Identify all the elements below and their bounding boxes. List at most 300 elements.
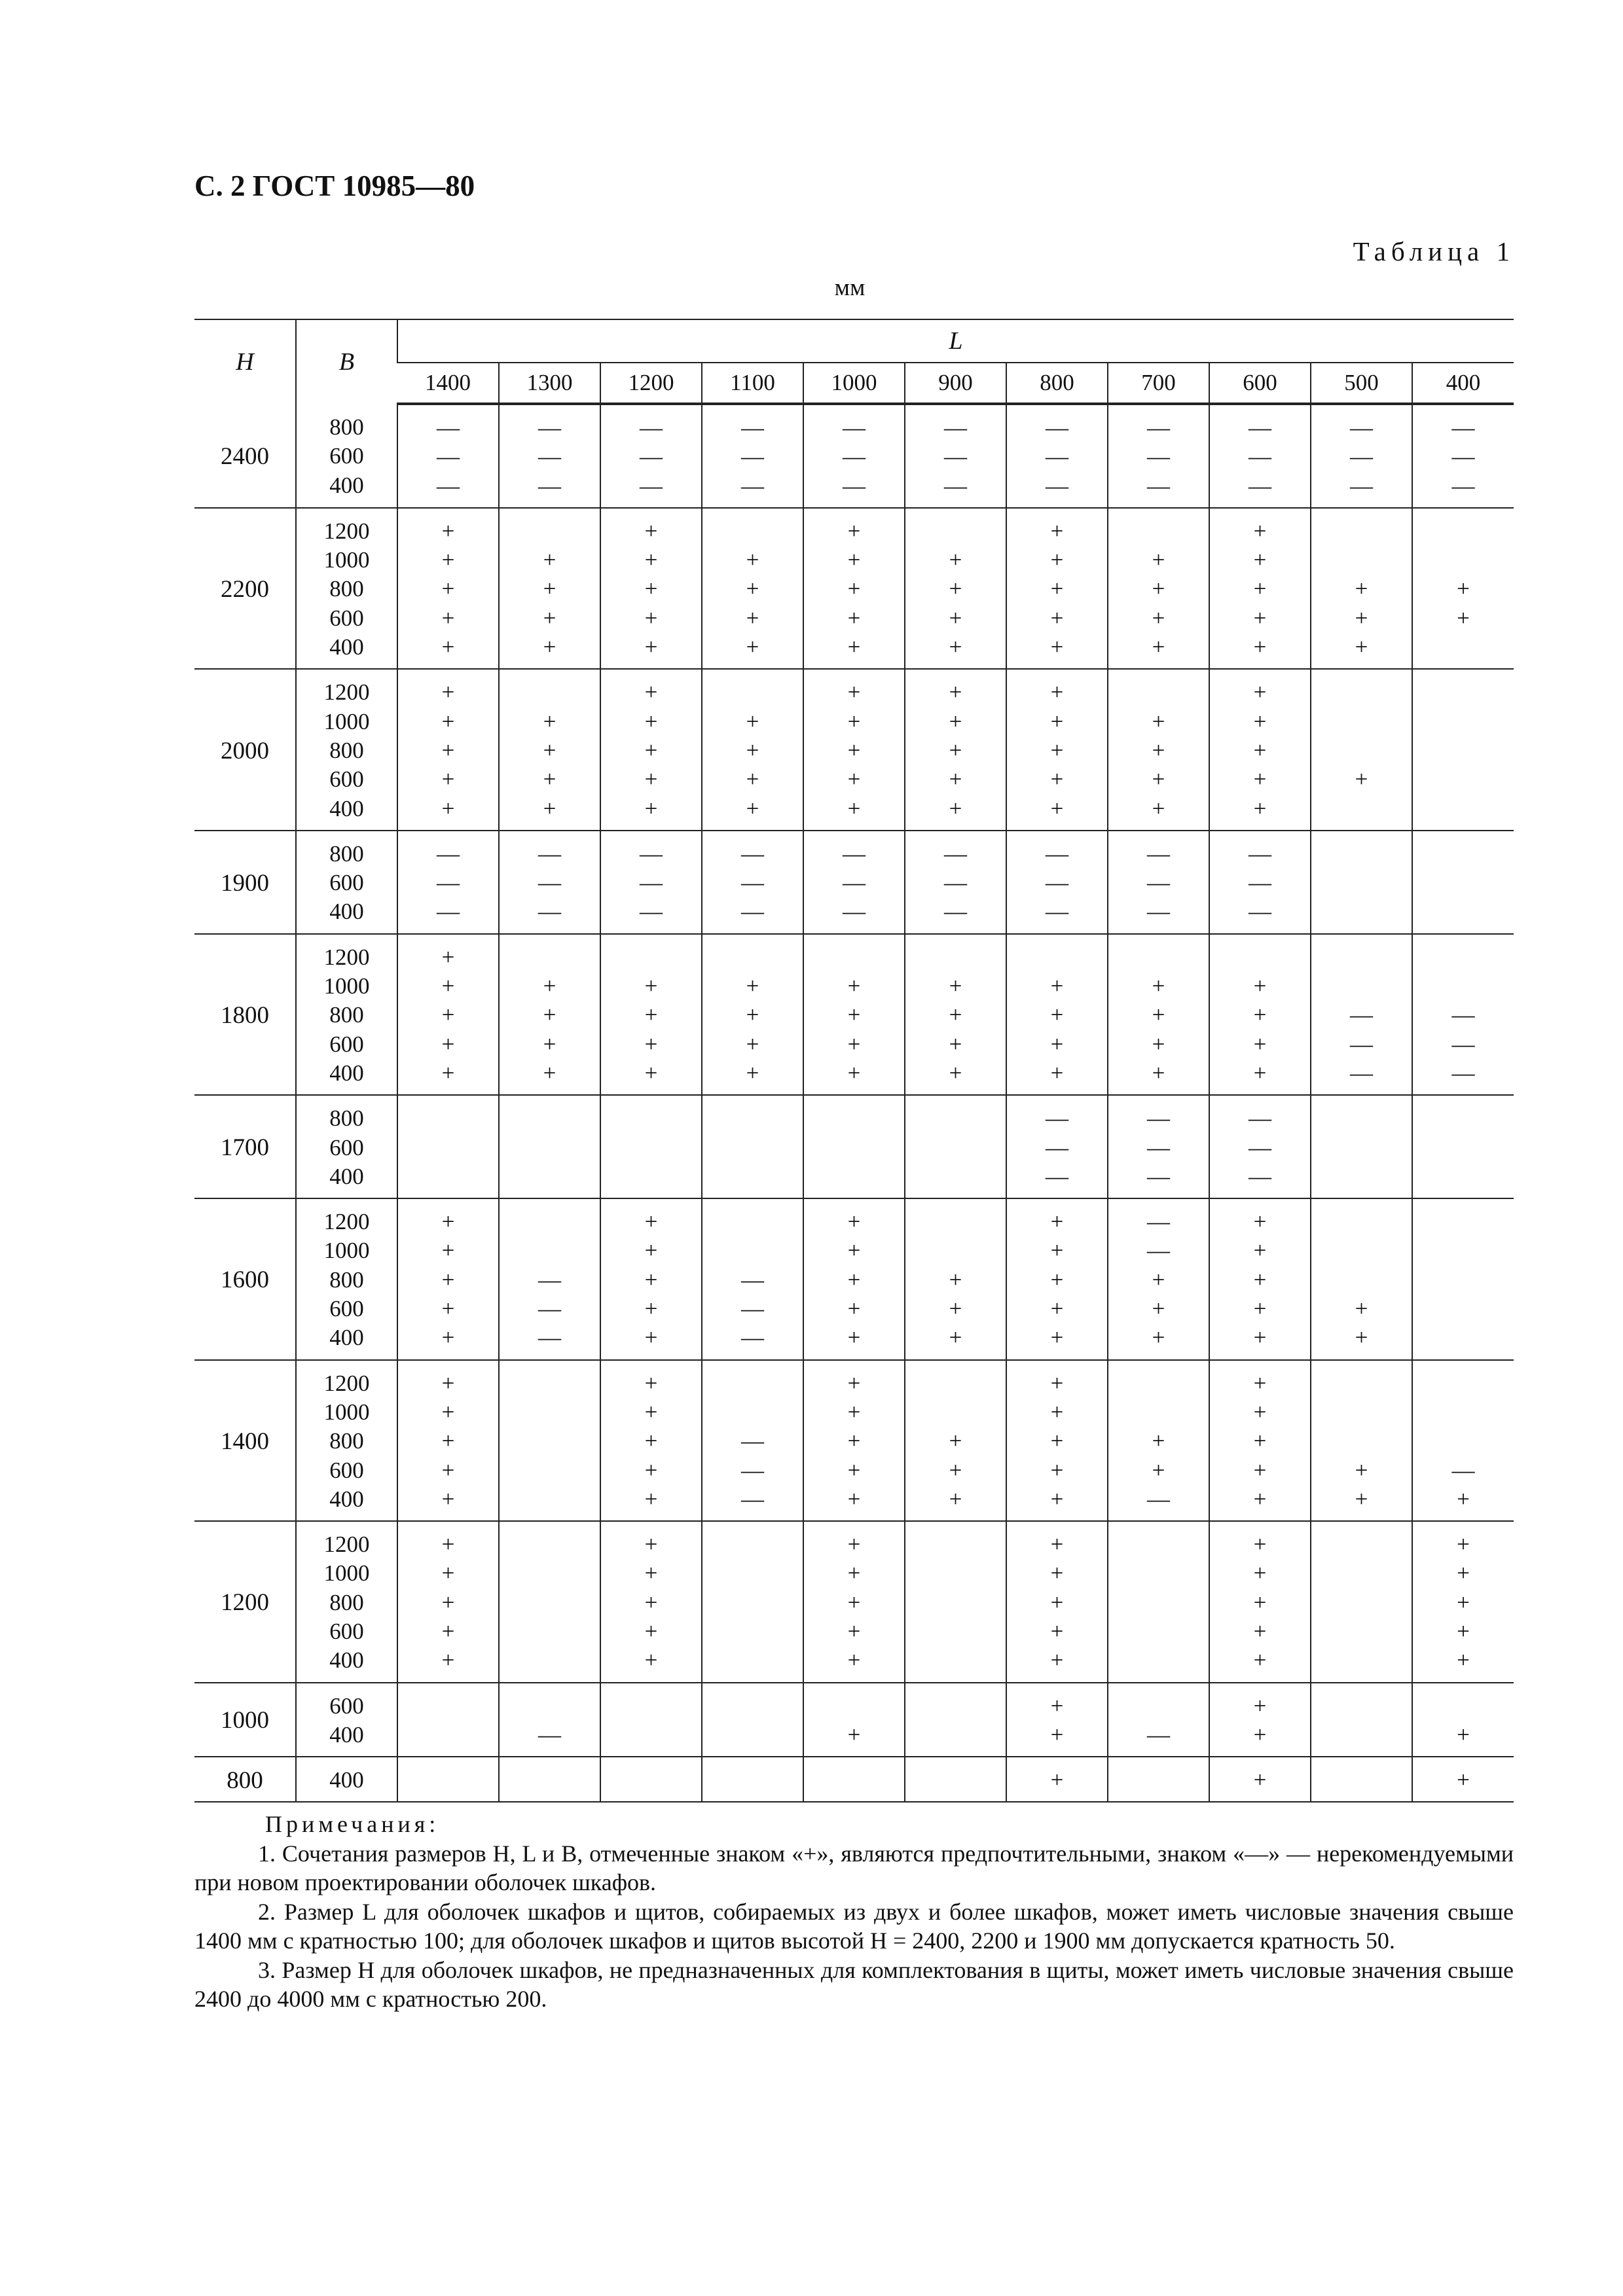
b-value: 600: [329, 766, 364, 793]
combination-cell: [803, 404, 905, 508]
combination-mark: [905, 1766, 1006, 1795]
combination-mark: +: [1050, 1296, 1064, 1322]
combination-mark: +: [847, 1060, 861, 1086]
combination-cell: [1006, 1198, 1108, 1359]
combination-mark: [804, 1766, 904, 1795]
combination-cell: [600, 404, 702, 508]
combination-mark: [1007, 943, 1107, 972]
combination-mark: [905, 1104, 1006, 1133]
combination-mark: —: [1046, 473, 1068, 499]
l-value-header: 600: [1209, 363, 1311, 404]
combination-cell: [397, 1683, 499, 1757]
combination-mark: +: [949, 1428, 962, 1454]
combination-cell: [600, 1360, 702, 1521]
combination-mark: +: [1152, 1428, 1165, 1454]
table-row: [194, 831, 1514, 934]
combination-mark: +: [644, 1457, 658, 1483]
combination-cell: [1412, 831, 1514, 934]
combination-mark: +: [1253, 518, 1267, 544]
combination-mark: +: [543, 1002, 556, 1028]
combination-mark: [500, 1369, 600, 1398]
combination-mark: [1311, 1766, 1412, 1795]
combination-mark: [702, 1766, 803, 1795]
combination-mark: [1311, 1427, 1412, 1456]
table-units: мм: [834, 274, 866, 301]
combination-mark: —: [1046, 870, 1068, 896]
combination-mark: +: [1050, 605, 1064, 631]
combination-mark: —: [1147, 840, 1170, 867]
combination-cell: [803, 1757, 905, 1802]
combination-mark: +: [1050, 1060, 1064, 1086]
combination-cell: [905, 1360, 1006, 1521]
combination-mark: +: [441, 795, 455, 821]
combination-mark: +: [1050, 1031, 1064, 1057]
combination-cell: [397, 508, 499, 669]
b-value: 800: [329, 1589, 364, 1615]
combination-mark: +: [1253, 547, 1267, 573]
combination-mark: +: [1050, 1693, 1064, 1719]
combination-mark: [702, 1530, 803, 1559]
combination-cell: [499, 1683, 600, 1757]
header-l: L: [397, 319, 1514, 363]
dimensions-table: [194, 319, 1514, 1803]
b-value: 600: [329, 1134, 364, 1160]
l-value-header: 1300: [499, 363, 600, 404]
combination-mark: +: [847, 973, 861, 999]
combination-mark: +: [847, 795, 861, 821]
combination-mark: +: [1253, 1589, 1267, 1615]
combination-mark: +: [1050, 1647, 1064, 1674]
combination-mark: [500, 1104, 600, 1133]
b-values: [296, 1683, 397, 1757]
combination-mark: +: [847, 547, 861, 573]
b-value: 400: [329, 1060, 364, 1086]
combination-cell: [1006, 934, 1108, 1095]
combination-mark: +: [847, 1721, 861, 1748]
combination-mark: —: [437, 840, 460, 867]
combination-cell: [1006, 1757, 1108, 1802]
combination-mark: +: [441, 1457, 455, 1483]
combination-mark: +: [644, 1370, 658, 1396]
combination-mark: —: [538, 444, 561, 470]
combination-mark: +: [1050, 1399, 1064, 1425]
combination-mark: +: [1050, 1238, 1064, 1264]
combination-cell: [1412, 404, 1514, 508]
combination-mark: [1108, 1766, 1209, 1795]
combination-cell: [1108, 1521, 1209, 1682]
combination-mark: +: [644, 679, 658, 706]
combination-mark: —: [538, 1325, 561, 1351]
b-values: [296, 508, 397, 669]
combination-mark: +: [746, 576, 759, 602]
combination-mark: +: [1152, 737, 1165, 763]
combination-cell: [600, 1521, 702, 1682]
combination-mark: +: [644, 547, 658, 573]
combination-mark: —: [741, 899, 764, 925]
combination-mark: +: [644, 1532, 658, 1558]
b-value: 1000: [323, 1238, 370, 1264]
combination-mark: +: [847, 1618, 861, 1644]
combination-mark: +: [441, 634, 455, 660]
combination-mark: +: [1253, 973, 1267, 999]
combination-mark: +: [1355, 576, 1368, 602]
combination-mark: [398, 1721, 498, 1749]
combination-mark: +: [949, 1325, 962, 1351]
combination-mark: [1311, 1104, 1412, 1133]
table-name: Таблица 1: [1353, 236, 1515, 266]
combination-mark: +: [1253, 1647, 1267, 1674]
b-value: 800: [329, 1002, 364, 1028]
combination-mark: +: [1355, 766, 1368, 793]
combination-cell: [1006, 831, 1108, 934]
combination-mark: [1108, 517, 1209, 546]
combination-cell: [397, 934, 499, 1095]
combination-mark: [601, 1162, 701, 1191]
combination-mark: +: [949, 679, 962, 706]
combination-mark: [1108, 1559, 1209, 1588]
combination-mark: +: [949, 973, 962, 999]
combination-mark: —: [640, 415, 663, 440]
combination-mark: —: [1147, 1721, 1170, 1748]
combination-cell: [1311, 831, 1412, 934]
combination-cell: [1412, 508, 1514, 669]
combination-mark: +: [949, 708, 962, 734]
combination-mark: +: [644, 1647, 658, 1674]
combination-mark: [500, 1766, 600, 1795]
combination-mark: +: [1253, 1767, 1267, 1793]
combination-mark: +: [1050, 1721, 1064, 1748]
combination-mark: —: [741, 870, 764, 896]
combination-cell: [499, 404, 600, 508]
combination-cell: [1006, 508, 1108, 669]
l-value-header: 900: [905, 363, 1006, 404]
combination-mark: —: [1046, 1134, 1068, 1160]
combination-mark: +: [1457, 1589, 1470, 1615]
combination-mark: [1311, 869, 1412, 897]
combination-mark: [905, 517, 1006, 546]
combination-mark: [601, 943, 701, 972]
h-value: 2200: [194, 508, 296, 669]
l-value-header: 400: [1412, 363, 1514, 404]
combination-mark: [1413, 840, 1514, 869]
combination-cell: [1209, 1198, 1311, 1359]
combination-cell: [1311, 1757, 1412, 1802]
combination-mark: [1413, 546, 1514, 575]
combination-cell: [1311, 1360, 1412, 1521]
combination-mark: +: [1152, 1002, 1165, 1028]
combination-mark: [804, 1134, 904, 1162]
combination-mark: —: [944, 444, 967, 470]
combination-mark: +: [1050, 1486, 1064, 1512]
combination-mark: [500, 1485, 600, 1514]
combination-mark: +: [441, 1266, 455, 1293]
combination-mark: [1108, 1369, 1209, 1398]
combination-mark: —: [741, 473, 764, 499]
combination-mark: —: [944, 870, 967, 896]
combination-cell: [905, 1757, 1006, 1802]
combination-cell: [803, 1095, 905, 1198]
combination-mark: [500, 1530, 600, 1559]
b-value: 800: [329, 737, 364, 763]
combination-mark: +: [1050, 1428, 1064, 1454]
combination-mark: +: [543, 605, 556, 631]
combination-mark: +: [441, 605, 455, 631]
combination-cell: [1412, 1198, 1514, 1359]
combination-mark: [500, 1617, 600, 1646]
b-values: [296, 1095, 397, 1198]
combination-cell: [397, 1360, 499, 1521]
combination-cell: [1006, 669, 1108, 830]
combination-mark: +: [949, 766, 962, 793]
combination-mark: +: [1152, 1266, 1165, 1293]
h-value: 1800: [194, 934, 296, 1095]
b-value: 1200: [323, 1532, 370, 1558]
combination-mark: +: [1050, 766, 1064, 793]
combination-mark: +: [644, 1325, 658, 1351]
combination-mark: +: [1253, 737, 1267, 763]
combination-mark: +: [1457, 1532, 1470, 1558]
combination-cell: [905, 1521, 1006, 1682]
combination-mark: —: [538, 840, 561, 867]
combination-cell: [1311, 1683, 1412, 1757]
combination-mark: +: [1253, 1296, 1267, 1322]
combination-mark: [500, 1559, 600, 1588]
combination-mark: —: [1046, 1105, 1068, 1132]
table-row: [194, 934, 1514, 1095]
combination-mark: [1108, 1646, 1209, 1675]
combination-mark: +: [1355, 1325, 1368, 1351]
combination-mark: —: [1249, 415, 1271, 440]
combination-mark: —: [538, 1266, 561, 1293]
combination-mark: [1311, 943, 1412, 972]
combination-mark: [1210, 943, 1310, 972]
combination-mark: —: [1249, 444, 1271, 470]
combination-mark: [905, 1530, 1006, 1559]
b-values: [296, 1757, 397, 1802]
combination-mark: +: [746, 1002, 759, 1028]
combination-mark: +: [1355, 605, 1368, 631]
combination-mark: —: [843, 415, 866, 440]
combination-cell: [600, 669, 702, 830]
combination-mark: [1413, 517, 1514, 546]
combination-mark: [905, 1559, 1006, 1588]
combination-mark: +: [746, 605, 759, 631]
combination-mark: [1413, 765, 1514, 794]
table-row: [194, 404, 1514, 508]
combination-mark: [1413, 897, 1514, 926]
combination-mark: +: [847, 1325, 861, 1351]
combination-cell: [1209, 404, 1311, 508]
combination-mark: —: [1046, 840, 1068, 867]
combination-mark: +: [644, 1266, 658, 1293]
combination-cell: [803, 508, 905, 669]
combination-cell: [803, 1521, 905, 1682]
combination-mark: +: [644, 576, 658, 602]
combination-cell: [1412, 1683, 1514, 1757]
h-value: 1400: [194, 1360, 296, 1521]
combination-mark: +: [1050, 1209, 1064, 1235]
combination-mark: +: [644, 795, 658, 821]
combination-mark: +: [949, 1457, 962, 1483]
b-value: 1200: [323, 944, 370, 970]
combination-mark: —: [1350, 473, 1373, 499]
b-value: 400: [329, 899, 364, 925]
combination-mark: +: [949, 576, 962, 602]
combination-mark: [1311, 1398, 1412, 1427]
combination-mark: +: [441, 708, 455, 734]
combination-mark: [601, 1721, 701, 1749]
combination-mark: —: [1350, 1031, 1373, 1057]
combination-cell: [1412, 1757, 1514, 1802]
combination-cell: [397, 1521, 499, 1682]
note-item: 3. Размер H для оболочек шкафов, не предназначенных для комплектования в щиты, может иметь числовые значения свыше 2400 до 4000 мм с кратностью 200.: [194, 1956, 1514, 2012]
combination-mark: [1108, 1588, 1209, 1617]
combination-mark: [905, 1398, 1006, 1427]
combination-mark: +: [1253, 1370, 1267, 1396]
combination-mark: [1311, 546, 1412, 575]
combination-mark: —: [538, 1721, 561, 1748]
combination-mark: [1311, 1646, 1412, 1675]
combination-mark: —: [741, 840, 764, 867]
b-value: 400: [329, 1163, 364, 1189]
combination-cell: [397, 404, 499, 508]
table-row: [194, 508, 1514, 669]
combination-mark: +: [847, 766, 861, 793]
combination-mark: [804, 1692, 904, 1721]
l-value-header: 1100: [702, 363, 803, 404]
b-values: [296, 1198, 397, 1359]
combination-mark: +: [543, 1060, 556, 1086]
combination-mark: [1311, 1369, 1412, 1398]
combination-mark: +: [949, 795, 962, 821]
l-value-header: 800: [1006, 363, 1108, 404]
combination-mark: +: [1152, 973, 1165, 999]
combination-cell: [600, 1198, 702, 1359]
combination-cell: [499, 934, 600, 1095]
combination-mark: [905, 1617, 1006, 1646]
h-value: 1700: [194, 1095, 296, 1198]
table-row: [194, 1198, 1514, 1359]
combination-mark: +: [949, 1031, 962, 1057]
combination-mark: +: [1253, 795, 1267, 821]
combination-cell: [1412, 669, 1514, 830]
combination-mark: +: [1457, 1560, 1470, 1587]
notes: [194, 1810, 1514, 2014]
combination-mark: +: [847, 1031, 861, 1057]
combination-mark: [1413, 1369, 1514, 1398]
combination-mark: [1311, 897, 1412, 926]
combination-cell: [397, 669, 499, 830]
combination-mark: +: [1253, 1486, 1267, 1512]
combination-mark: +: [1050, 1457, 1064, 1483]
b-value: 400: [329, 1486, 364, 1512]
combination-mark: +: [1253, 634, 1267, 660]
combination-mark: [702, 1588, 803, 1617]
combination-mark: +: [847, 708, 861, 734]
combination-cell: [499, 508, 600, 669]
combination-cell: [600, 831, 702, 934]
b-values: [296, 404, 397, 508]
combination-mark: +: [746, 973, 759, 999]
combination-mark: [500, 1162, 600, 1191]
combination-mark: [1413, 1295, 1514, 1323]
combination-mark: —: [437, 870, 460, 896]
combination-cell: [1311, 1095, 1412, 1198]
combination-mark: [1413, 972, 1514, 1001]
combination-mark: +: [1457, 1721, 1470, 1748]
combination-mark: +: [746, 795, 759, 821]
combination-mark: —: [1147, 444, 1170, 470]
b-value: 800: [329, 1428, 364, 1454]
combination-cell: [1108, 508, 1209, 669]
combination-mark: —: [1350, 415, 1373, 440]
combination-mark: [702, 1646, 803, 1675]
combination-mark: +: [1050, 737, 1064, 763]
combination-cell: [1412, 1095, 1514, 1198]
combination-mark: +: [847, 605, 861, 631]
combination-mark: [1413, 1427, 1514, 1456]
combination-mark: —: [1451, 1002, 1475, 1028]
b-value: 600: [329, 1296, 364, 1322]
b-value: 1000: [323, 1399, 370, 1425]
combination-mark: [1311, 1266, 1412, 1295]
combination-cell: [803, 934, 905, 1095]
combination-mark: +: [441, 1589, 455, 1615]
combination-cell: [803, 1360, 905, 1521]
b-value: 1000: [323, 1560, 370, 1587]
combination-mark: [702, 1617, 803, 1646]
b-value: 600: [329, 605, 364, 631]
combination-mark: —: [1147, 415, 1170, 440]
combination-mark: [905, 943, 1006, 972]
combination-cell: [702, 1757, 803, 1802]
combination-mark: [905, 1208, 1006, 1236]
combination-mark: +: [1050, 1325, 1064, 1351]
combination-mark: +: [441, 1399, 455, 1425]
combination-cell: [499, 669, 600, 830]
combination-mark: —: [944, 840, 967, 867]
combination-cell: [600, 1095, 702, 1198]
combination-mark: [1311, 1236, 1412, 1265]
combination-mark: [1311, 1162, 1412, 1191]
combination-cell: [600, 508, 702, 669]
combination-mark: [702, 1162, 803, 1191]
combination-mark: +: [847, 1296, 861, 1322]
combination-cell: [1209, 934, 1311, 1095]
combination-mark: [500, 1456, 600, 1485]
combination-mark: +: [441, 1560, 455, 1587]
combination-mark: [1413, 1323, 1514, 1352]
combination-mark: [1311, 678, 1412, 707]
combination-mark: —: [538, 473, 561, 499]
combination-mark: —: [1147, 1163, 1170, 1189]
combination-mark: [1311, 1530, 1412, 1559]
combination-mark: [702, 1559, 803, 1588]
combination-mark: —: [538, 1296, 561, 1322]
h-value: 1200: [194, 1521, 296, 1682]
combination-mark: [905, 1134, 1006, 1162]
combination-mark: [804, 943, 904, 972]
h-value: 800: [194, 1757, 296, 1802]
combination-mark: +: [1253, 1209, 1267, 1235]
combination-cell: [1006, 404, 1108, 508]
combination-mark: +: [441, 1325, 455, 1351]
combination-mark: —: [640, 444, 663, 470]
combination-mark: +: [1050, 1618, 1064, 1644]
combination-mark: +: [543, 766, 556, 793]
combination-mark: [1311, 708, 1412, 736]
combination-mark: +: [1253, 679, 1267, 706]
